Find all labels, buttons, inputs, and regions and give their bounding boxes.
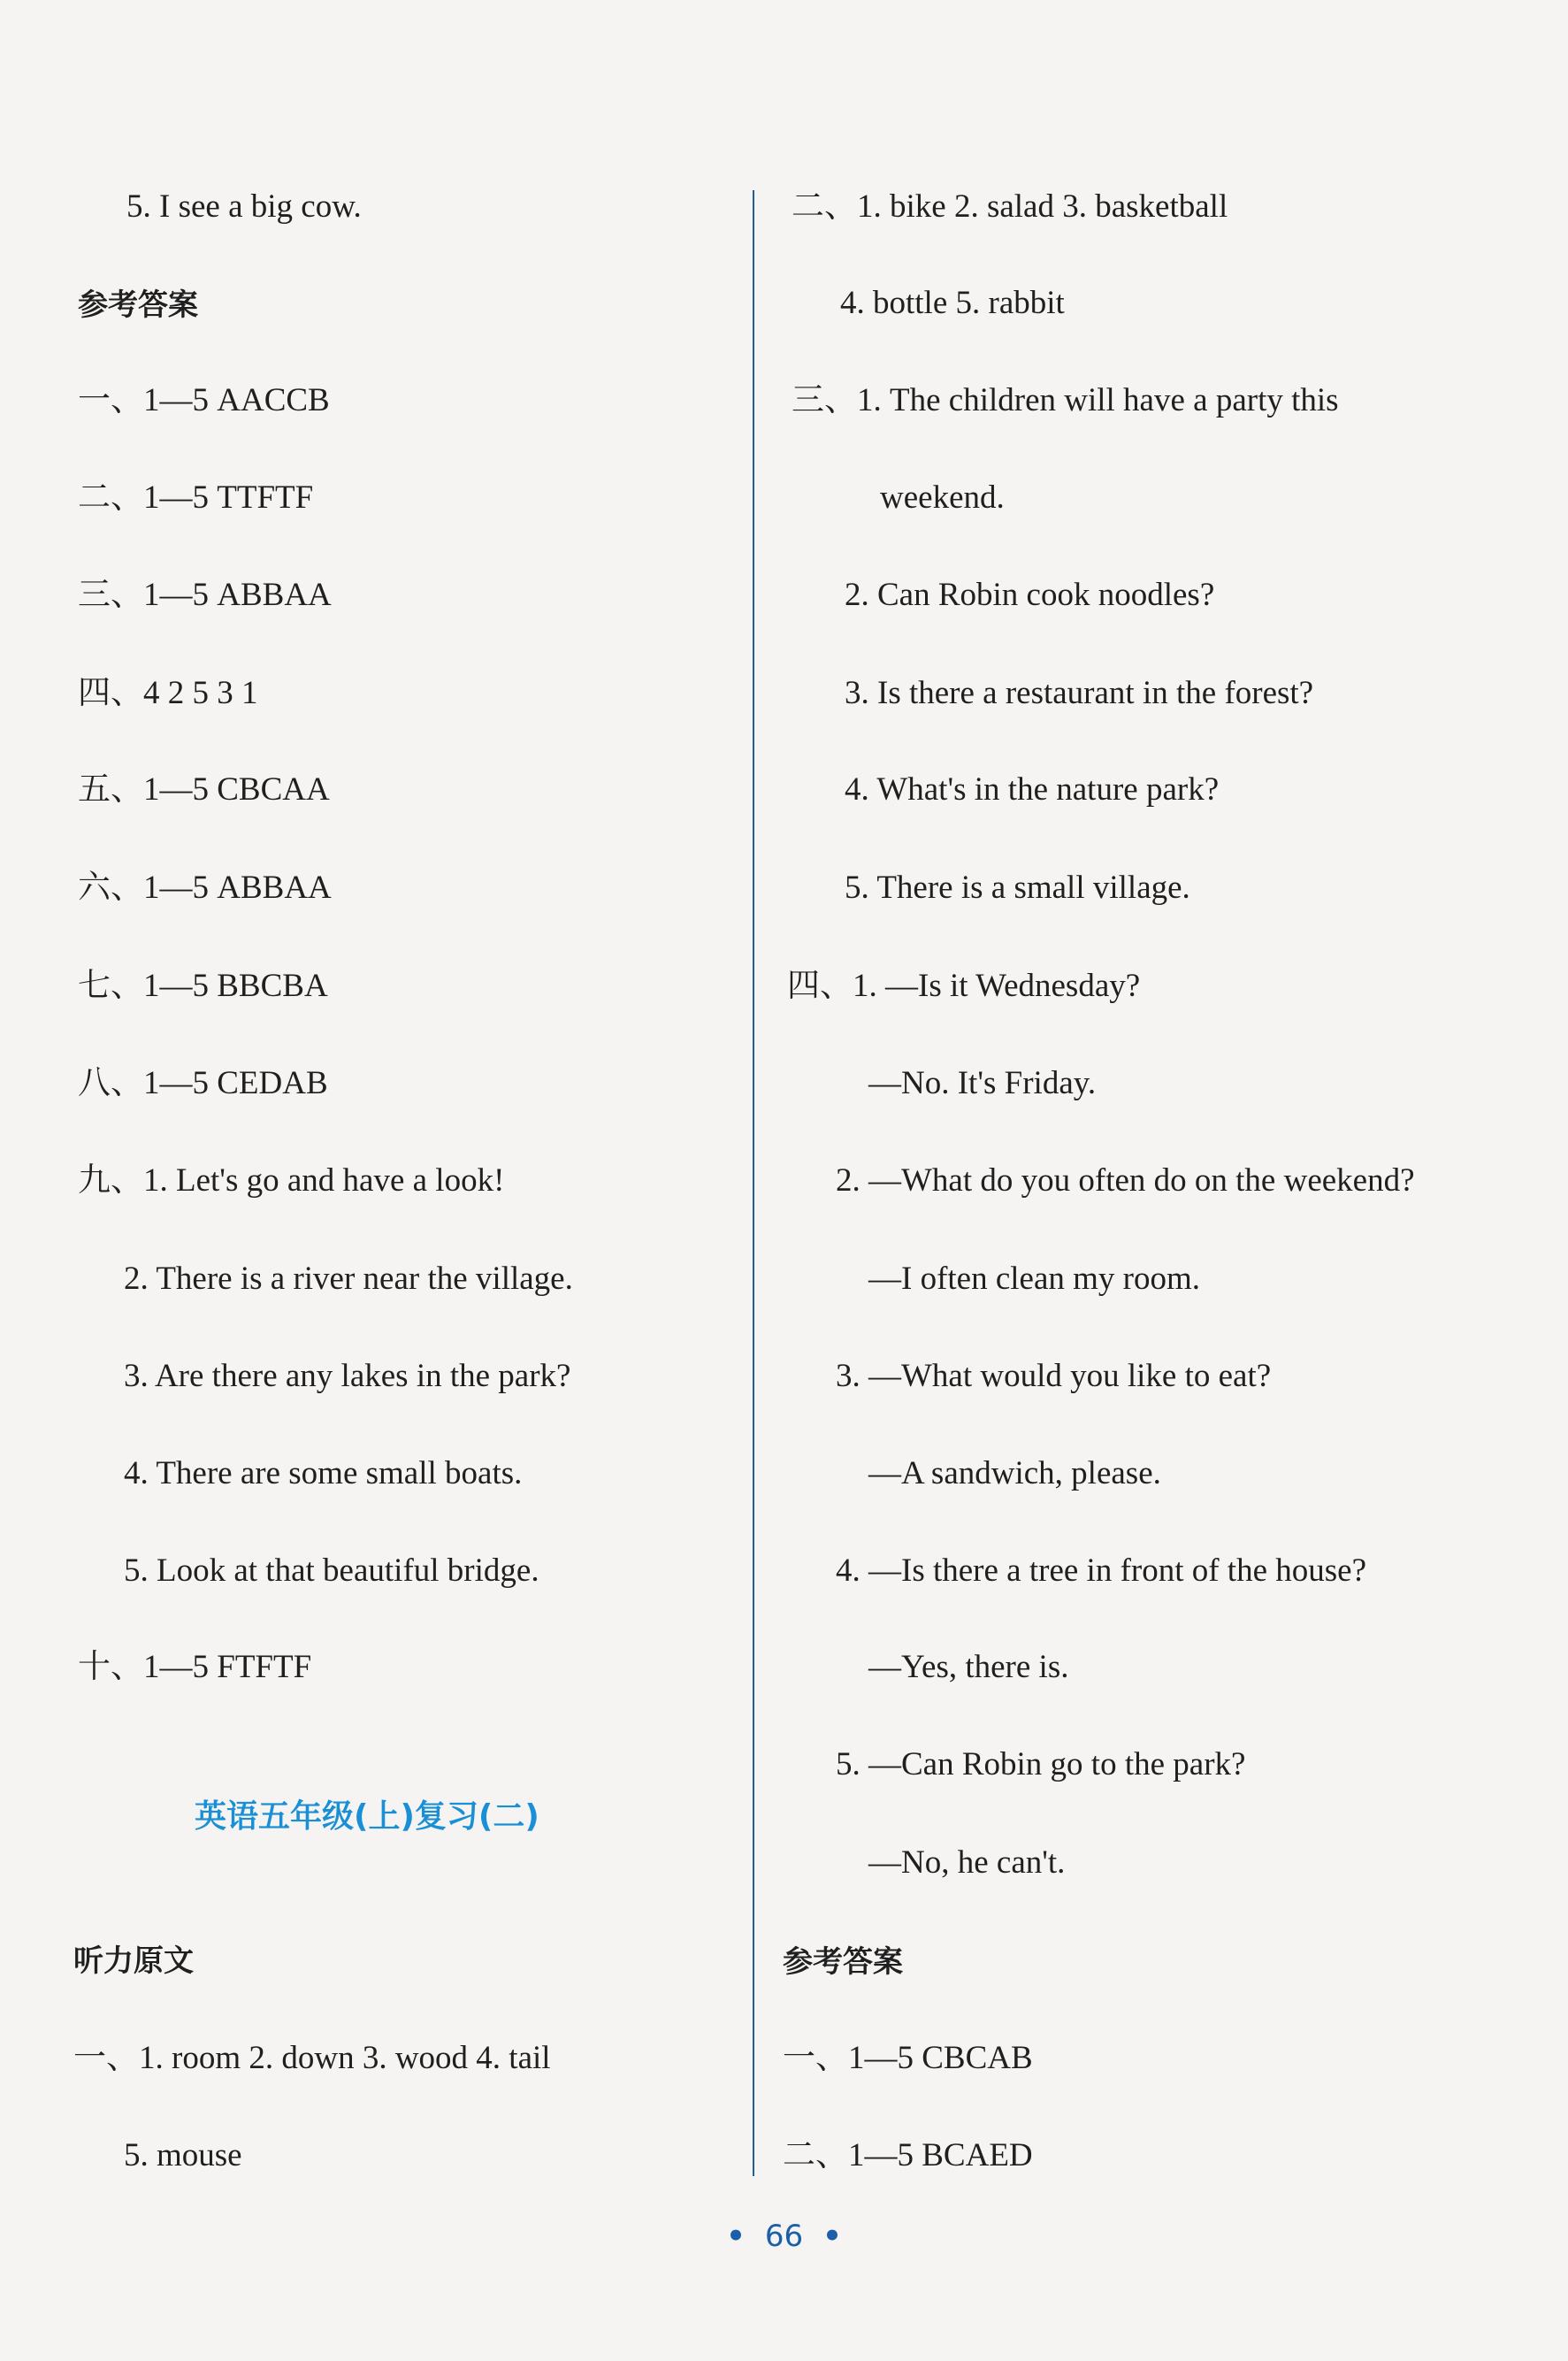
text-line: 3. Are there any lakes in the park?	[124, 1358, 571, 1394]
text-line: 八、1—5 CEDAB	[78, 1065, 328, 1101]
text-line: weekend.	[880, 479, 1005, 516]
text-line: 二、1—5 BCAED	[783, 2137, 1033, 2173]
text-line: —Yes, there is.	[868, 1649, 1069, 1685]
text-line: —A sandwich, please.	[868, 1455, 1161, 1491]
text-line: 一、1—5 AACCB	[78, 382, 330, 418]
text-line: 5. —Can Robin go to the park?	[836, 1746, 1246, 1782]
text-line: 2. There is a river near the village.	[124, 1261, 573, 1297]
text-line: 九、1. Let's go and have a look!	[78, 1162, 505, 1199]
text-line: 二、1. bike 2. salad 3. basketball	[792, 188, 1228, 225]
text-line: 5. mouse	[124, 2137, 242, 2173]
text-line: 一、1—5 CBCAB	[783, 2040, 1033, 2076]
text-line: 2. Can Robin cook noodles?	[845, 577, 1215, 613]
text-line: 六、1—5 ABBAA	[78, 870, 332, 906]
text-line: —No, he can't.	[868, 1844, 1066, 1881]
column-divider	[753, 190, 754, 2176]
section-title: 英语五年级(上)复习(二)	[195, 1798, 539, 1835]
answer-heading: 参考答案	[783, 1944, 903, 1980]
text-line: 三、1. The children will have a party this	[792, 382, 1339, 418]
answer-heading: 参考答案	[78, 287, 198, 323]
text-line: 4. There are some small boats.	[124, 1455, 523, 1491]
page-number: 66	[764, 2219, 804, 2254]
text-line: 5. There is a small village.	[845, 870, 1190, 906]
text-line: 4. bottle 5. rabbit	[840, 285, 1065, 321]
text-line: 4. What's in the nature park?	[845, 771, 1220, 808]
text-line: 二、1—5 TTFTF	[78, 479, 314, 516]
text-line: 5. Look at that beautiful bridge.	[124, 1552, 539, 1589]
text-line: 四、1. —Is it Wednesday?	[787, 968, 1141, 1004]
text-line: 四、4 2 5 3 1	[78, 675, 258, 711]
bullet-dot-right: •	[822, 2219, 842, 2254]
text-line: 4. —Is there a tree in front of the house?	[836, 1552, 1367, 1589]
text-line: —I often clean my room.	[868, 1261, 1201, 1297]
text-line: 十、1—5 FTFTF	[78, 1649, 312, 1685]
text-line: 5. I see a big cow.	[126, 188, 362, 225]
text-line: 七、1—5 BBCBA	[78, 968, 328, 1004]
text-line: 3. —What would you like to eat?	[836, 1358, 1272, 1394]
text-line: 五、1—5 CBCAA	[78, 771, 330, 808]
text-line: 一、1. room 2. down 3. wood 4. tail	[73, 2040, 551, 2076]
bullet-dot-left: •	[726, 2219, 746, 2254]
page-footer	[0, 2217, 1568, 2256]
text-line: 3. Is there a restaurant in the forest?	[845, 675, 1314, 711]
text-line: —No. It's Friday.	[868, 1065, 1097, 1101]
text-line: 2. —What do you often do on the weekend?	[836, 1162, 1415, 1199]
listening-heading: 听力原文	[73, 1943, 194, 1979]
text-line: 三、1—5 ABBAA	[78, 577, 332, 613]
